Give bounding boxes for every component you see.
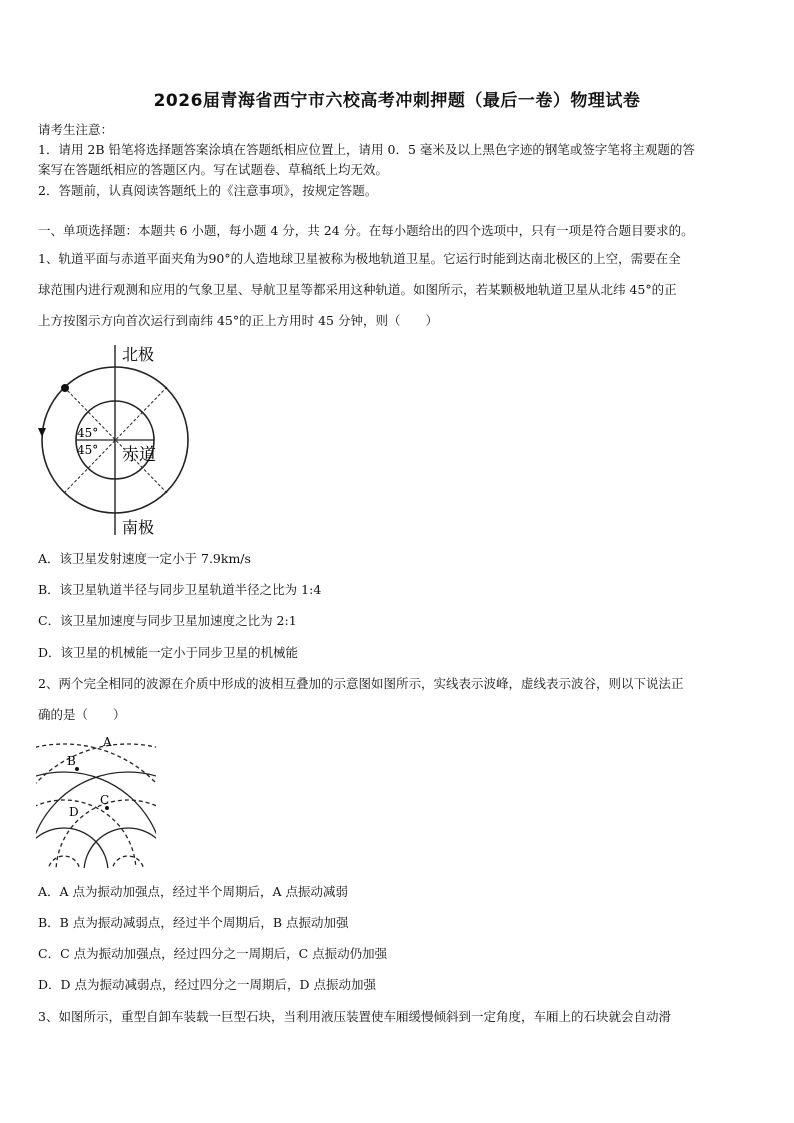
- q2-stem-line-2: 确的是（ ）: [38, 707, 126, 722]
- q2-option-c: C．C 点为振动加强点，经过四分之一周期后，C 点振动仍加强: [38, 946, 388, 961]
- page-title: 2026届青海省西宁市六校高考冲刺押题（最后一卷）物理试卷: [153, 91, 641, 111]
- q2-option-d: D．D 点为振动减弱点，经过四分之一周期后，D 点振动加强: [38, 977, 377, 992]
- angle-label-lower: 45°: [77, 443, 99, 457]
- point-c-label: C: [100, 793, 110, 807]
- orbit-direction-arrow-icon: [38, 428, 46, 437]
- angle-label-upper: 45°: [77, 426, 99, 440]
- notice-item-2: 2．答题前，认真阅读答题纸上的《注意事项》，按规定答题。: [38, 183, 378, 198]
- q2-option-a: A．A 点为振动加强点，经过半个周期后，A 点振动减弱: [38, 884, 349, 899]
- section-1-heading: 一、单项选择题：本题共 6 小题，每小题 4 分，共 24 分。在每小题给出的四个选项中，只有一项是符合题目要求的。: [38, 223, 694, 238]
- point-d-label: D: [69, 805, 79, 819]
- notice-item-1-line-1: 1．请用 2B 铅笔将选择题答案涂填在答题纸相应位置上，请用 0．5 毫米及以上黑色字迹的钢笔或签字笔将主观题的答: [38, 142, 695, 157]
- q2-stem-line-1: 2、两个完全相同的波源在介质中形成的波相互叠加的示意图如图所示，实线表示波峰，虚线表示波谷，则以下说法正: [38, 676, 684, 691]
- right-crest-1: [84, 828, 172, 916]
- q1-option-a: A．该卫星发射速度一定小于 7.9km/s: [38, 551, 251, 566]
- q1-option-b: B．该卫星轨道半径与同步卫星轨道半径之比为 1:4: [38, 582, 322, 597]
- q1-stem-line-1: 1、轨道平面与赤道平面夹角为90°的人造地球卫星被称为极地轨道卫星。它运行时能到达南北极区的上空，需要在全: [38, 251, 681, 266]
- north-pole-label: 北极: [122, 345, 155, 364]
- left-crest-2: [0, 772, 164, 972]
- south-pole-label: 南极: [122, 518, 155, 537]
- point-a-label: A: [103, 735, 112, 749]
- q1-stem-line-2: 球范围内进行观测和应用的气象卫星、导航卫星等都采用这种轨道。如图所示，若某颗极地轨道卫星从北纬 45°的正: [38, 282, 677, 297]
- notice-heading: 请考生注意：: [38, 122, 114, 137]
- q1-option-c: C．该卫星加速度与同步卫星加速度之比为 2:1: [38, 613, 297, 628]
- q1-stem-line-3: 上方按图示方向首次运行到南纬 45°的正上方用时 45 分钟，则（ ）: [38, 313, 438, 328]
- notice-item-1-line-2: 案写在答题纸相应的答题区内。写在试题卷、草稿纸上均无效。: [38, 162, 389, 177]
- polar-orbit-figure: [30, 340, 190, 540]
- equator-label: 赤道: [122, 445, 156, 465]
- q2-option-b: B．B 点为振动减弱点，经过半个周期后，B 点振动加强: [38, 915, 349, 930]
- wave-interference-figure: [36, 732, 156, 872]
- point-b-label: B: [67, 754, 76, 768]
- satellite-dot: [61, 384, 69, 392]
- q3-stem-line-1: 3、如图所示，重型自卸车装载一巨型石块，当利用液压装置使车厢缓慢倾斜到一定角度，车厢上的石块就会自动滑: [38, 1009, 671, 1024]
- q1-option-d: D．该卫星的机械能一定小于同步卫星的机械能: [38, 645, 299, 660]
- right-crest-2: [28, 772, 228, 972]
- left-crest-1: [20, 828, 108, 916]
